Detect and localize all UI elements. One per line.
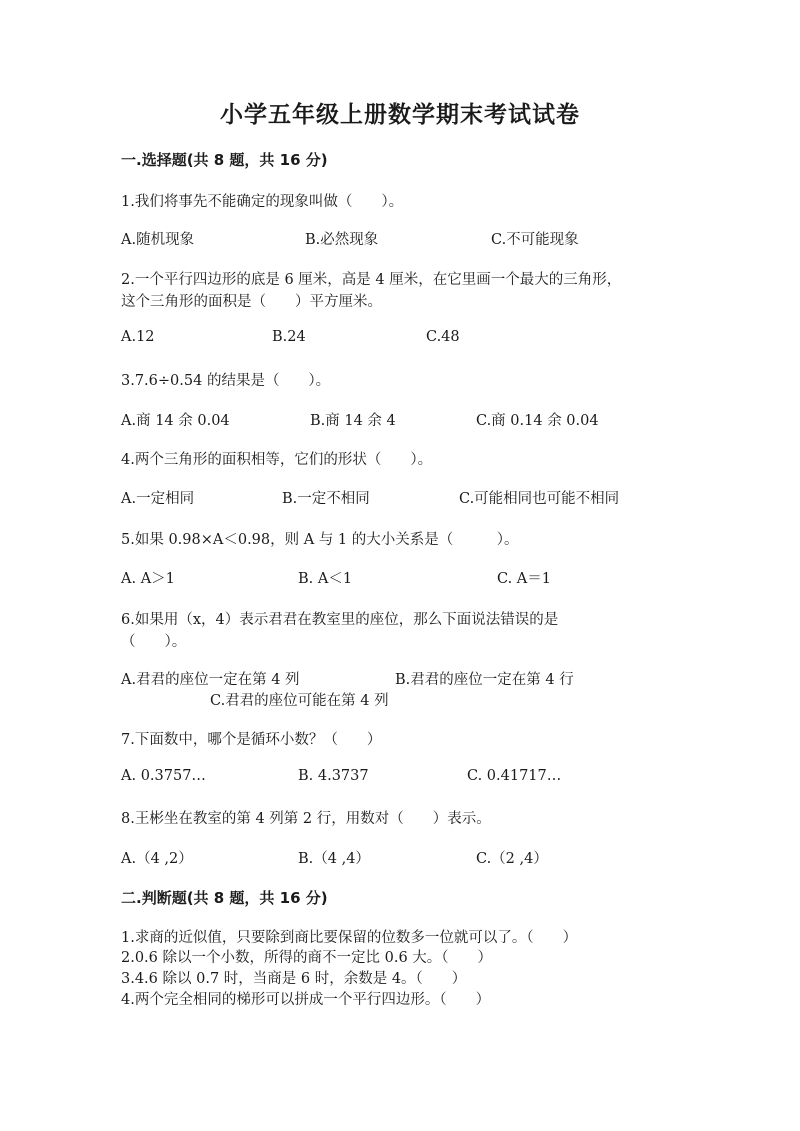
question-2-option-b: B.24 [272,329,306,345]
question-6-stem-line-2: （ ）。 [121,634,187,650]
question-3-option-c: C.商 0.14 余 0.04 [476,413,599,429]
question-7-stem: 7.下面数中，哪个是循环小数？（ ） [121,732,382,748]
question-8-stem: 8.王彬坐在教室的第 4 列第 2 行，用数对（ ）表示。 [121,811,491,827]
question-2-option-a: A.12 [121,329,155,345]
question-4-option-b: B.一定不相同 [282,491,370,507]
judgment-item-3: 3.4.6 除以 0.7 时，当商是 6 时，余数是 4。（ ） [121,971,467,987]
question-4-option-a: A.一定相同 [121,491,195,507]
judgment-item-2: 2.0.6 除以一个小数，所得的商不一定比 0.6 大。（ ） [121,950,493,966]
question-5-option-b: B. A＜1 [298,571,353,587]
question-4-stem: 4.两个三角形的面积相等，它们的形状（ ）。 [121,452,433,468]
question-8-option-c: C.（2 ,4） [476,851,548,867]
question-4-option-c: C.可能相同也可能不相同 [459,491,620,507]
question-2-option-c: C.48 [426,329,460,345]
question-5-option-a: A. A＞1 [121,571,175,587]
question-2-stem-line-2: 这个三角形的面积是（ ）平方厘米。 [121,294,382,310]
question-5-option-c: C. A＝1 [497,571,551,587]
question-5-stem: 5.如果 0.98×A＜0.98，则 A 与 1 的大小关系是（ ）。 [121,532,519,548]
section-2-heading: 二.判断题(共 8 题，共 16 分) [121,889,328,907]
question-1-option-b: B.必然现象 [305,232,379,248]
section-1-heading: 一.选择题(共 8 题，共 16 分) [121,151,328,169]
question-2-stem-line-1: 2.一个平行四边形的底是 6 厘米，高是 4 厘米，在它里画一个最大的三角形， [121,272,622,288]
question-6-option-b: B.君君的座位一定在第 4 行 [395,672,574,688]
question-6-stem-line-1: 6.如果用（x，4）表示君君在教室里的座位，那么下面说法错误的是 [121,612,559,628]
question-7-option-a: A. 0.3757… [121,768,206,784]
question-1-option-c: C.不可能现象 [491,232,579,248]
question-6-option-a: A.君君的座位一定在第 4 列 [121,672,300,688]
question-3-stem: 3.7.6÷0.54 的结果是（ ）。 [121,373,331,389]
question-1-option-a: A.随机现象 [121,232,195,248]
judgment-item-1: 1.求商的近似值，只要除到商比要保留的位数多一位就可以了。（ ） [121,930,578,946]
question-1-stem: 1.我们将事先不能确定的现象叫做（ ）。 [121,194,404,210]
question-7-option-c: C. 0.41717… [467,768,562,784]
question-3-option-b: B.商 14 余 4 [310,413,396,429]
exam-title: 小学五年级上册数学期末考试试卷 [220,102,580,128]
question-3-option-a: A.商 14 余 0.04 [121,413,230,429]
question-7-option-b: B. 4.3737 [298,768,369,784]
question-6-option-c: C.君君的座位可能在第 4 列 [210,693,389,709]
question-8-option-a: A.（4 ,2） [121,851,193,867]
question-8-option-b: B.（4 ,4） [298,851,370,867]
judgment-item-4: 4.两个完全相同的梯形可以拼成一个平行四边形。（ ） [121,992,491,1008]
